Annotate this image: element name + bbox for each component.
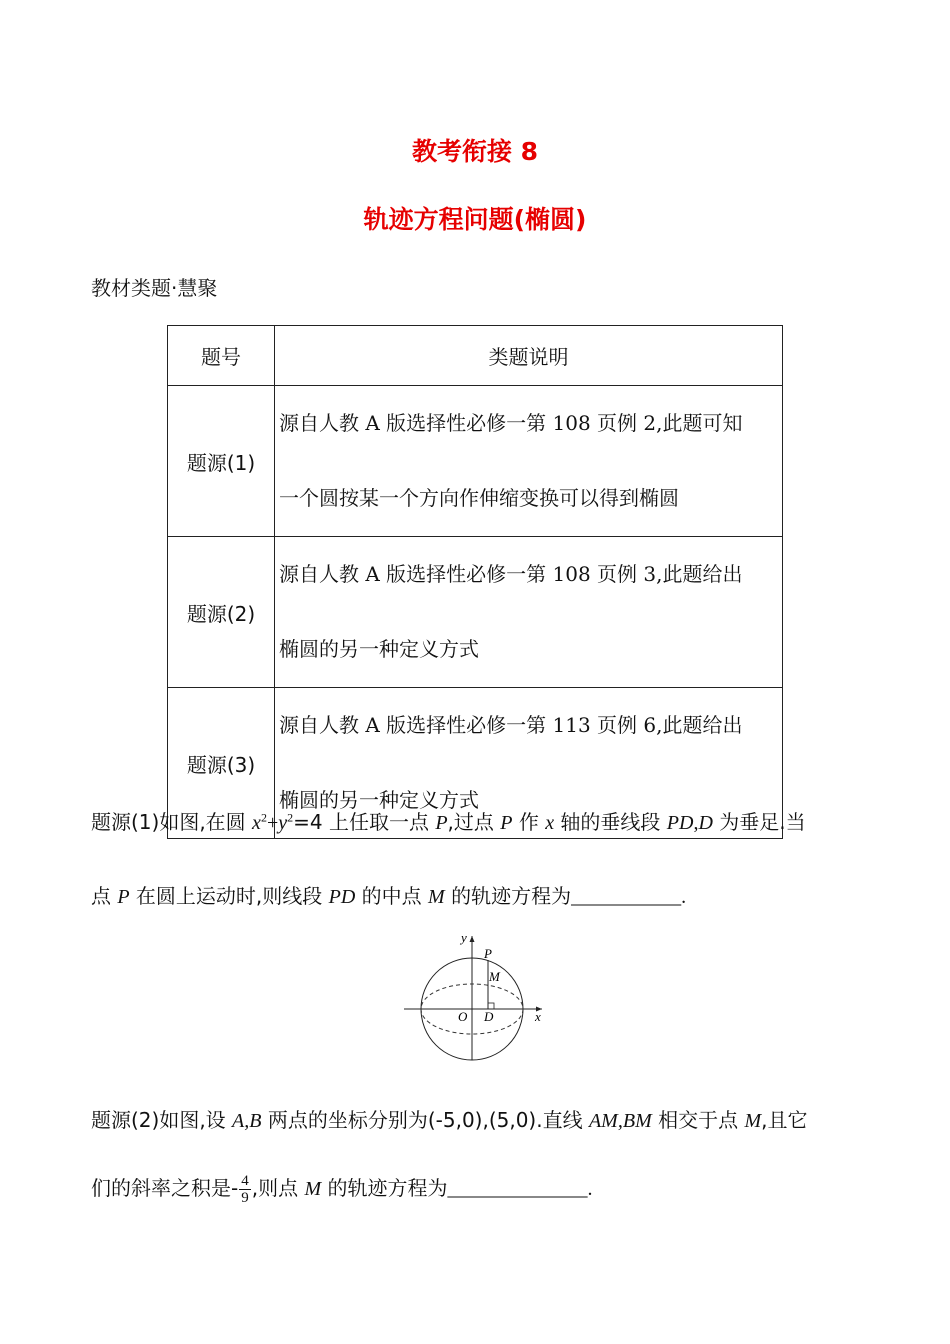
label-p: P	[484, 946, 492, 961]
desc-line: 源自人教 A 版选择性必修一第 113 页例 6,此题给出	[279, 713, 743, 737]
problem1-line2	[91, 880, 686, 909]
exponent: 2	[287, 810, 294, 825]
table-cell-id: 题源(1)	[168, 386, 275, 537]
table-header-cell: 题号	[168, 326, 275, 386]
var-d: D	[698, 812, 713, 834]
page-subtitle: 轨迹方程问题(椭圆)	[363, 205, 587, 234]
desc-line: 源自人教 A 版选择性必修一第 108 页例 3,此题给出	[279, 562, 743, 586]
var-pd: PD	[328, 886, 356, 908]
text: 的轨迹方程为	[444, 884, 572, 908]
desc-line: 椭圆的另一种定义方式	[279, 637, 479, 661]
fraction	[239, 1173, 251, 1206]
label-m: M	[489, 969, 500, 984]
text: ,且它	[761, 1108, 808, 1132]
desc-line: 椭圆的另一种定义方式	[279, 788, 479, 812]
desc-line: 源自人教 A 版选择性必修一第 108 页例 2,此题可知	[279, 411, 743, 435]
table-cell-id: 题源(2)	[168, 537, 275, 688]
label-d: D	[484, 1009, 494, 1024]
var-x: x	[545, 812, 555, 834]
text: 为垂足.当	[712, 810, 806, 834]
problem2-line1	[91, 1104, 807, 1133]
var-y: y	[278, 812, 288, 834]
table-header-row	[168, 326, 783, 386]
text: 相交于点	[651, 1108, 745, 1132]
ellipse-figure	[400, 928, 550, 1068]
var-p: P	[500, 812, 513, 834]
var-ambm: AM,BM	[588, 1110, 652, 1132]
problem2-line2	[91, 1172, 592, 1206]
text: =4 上任取一点	[293, 810, 436, 834]
table-cell-id: 题源(3)	[168, 688, 275, 839]
page-title: 教考衔接 8	[411, 137, 539, 166]
var-m: M	[744, 1110, 762, 1132]
label-y: y	[461, 930, 467, 945]
source-table	[167, 325, 783, 839]
table-header-cell: 类题说明	[275, 326, 783, 386]
text: ,则点	[251, 1176, 305, 1200]
text: 的轨迹方程为	[321, 1176, 448, 1200]
text: 题源(1)如图,在圆	[91, 810, 253, 834]
var-x: x	[252, 812, 261, 834]
text: 两点的坐标分别为(-5,0),(5,0).直线	[261, 1108, 589, 1132]
table-cell-desc	[275, 386, 783, 537]
text: ,	[693, 812, 699, 834]
text: 们的斜率之积是-	[91, 1176, 239, 1200]
var-m: M	[304, 1178, 322, 1200]
text: 作	[512, 810, 546, 834]
table-row	[168, 386, 783, 537]
var-pd: PD	[666, 812, 694, 834]
text: ,过点	[447, 810, 501, 834]
exponent: 2	[260, 810, 267, 825]
text: 轴的垂线段	[554, 810, 667, 834]
var-p: P	[435, 812, 448, 834]
answer-blank: ___________.	[571, 886, 687, 908]
y-axis-arrow	[470, 936, 475, 942]
problem1-line1	[91, 806, 806, 835]
table-cell-desc	[275, 537, 783, 688]
fraction-numerator: 4	[241, 1173, 249, 1189]
answer-blank: ______________.	[447, 1178, 593, 1200]
text: +	[266, 812, 279, 834]
var-m: M	[428, 886, 445, 908]
desc-line: 一个圆按某一个方向作伸缩变换可以得到椭圆	[279, 486, 679, 510]
var-ab: A,B	[232, 1110, 262, 1132]
label-o: O	[458, 1009, 468, 1024]
text: 在圆上运动时,则线段	[129, 884, 329, 908]
text: 的中点	[355, 884, 429, 908]
text: 点	[91, 884, 118, 908]
table-row	[168, 537, 783, 688]
label-x: x	[535, 1009, 541, 1024]
section-label: 教材类题·慧聚	[91, 276, 218, 300]
var-p: P	[117, 886, 130, 908]
fraction-denominator: 9	[241, 1190, 249, 1206]
text: 题源(2)如图,设	[91, 1108, 233, 1132]
